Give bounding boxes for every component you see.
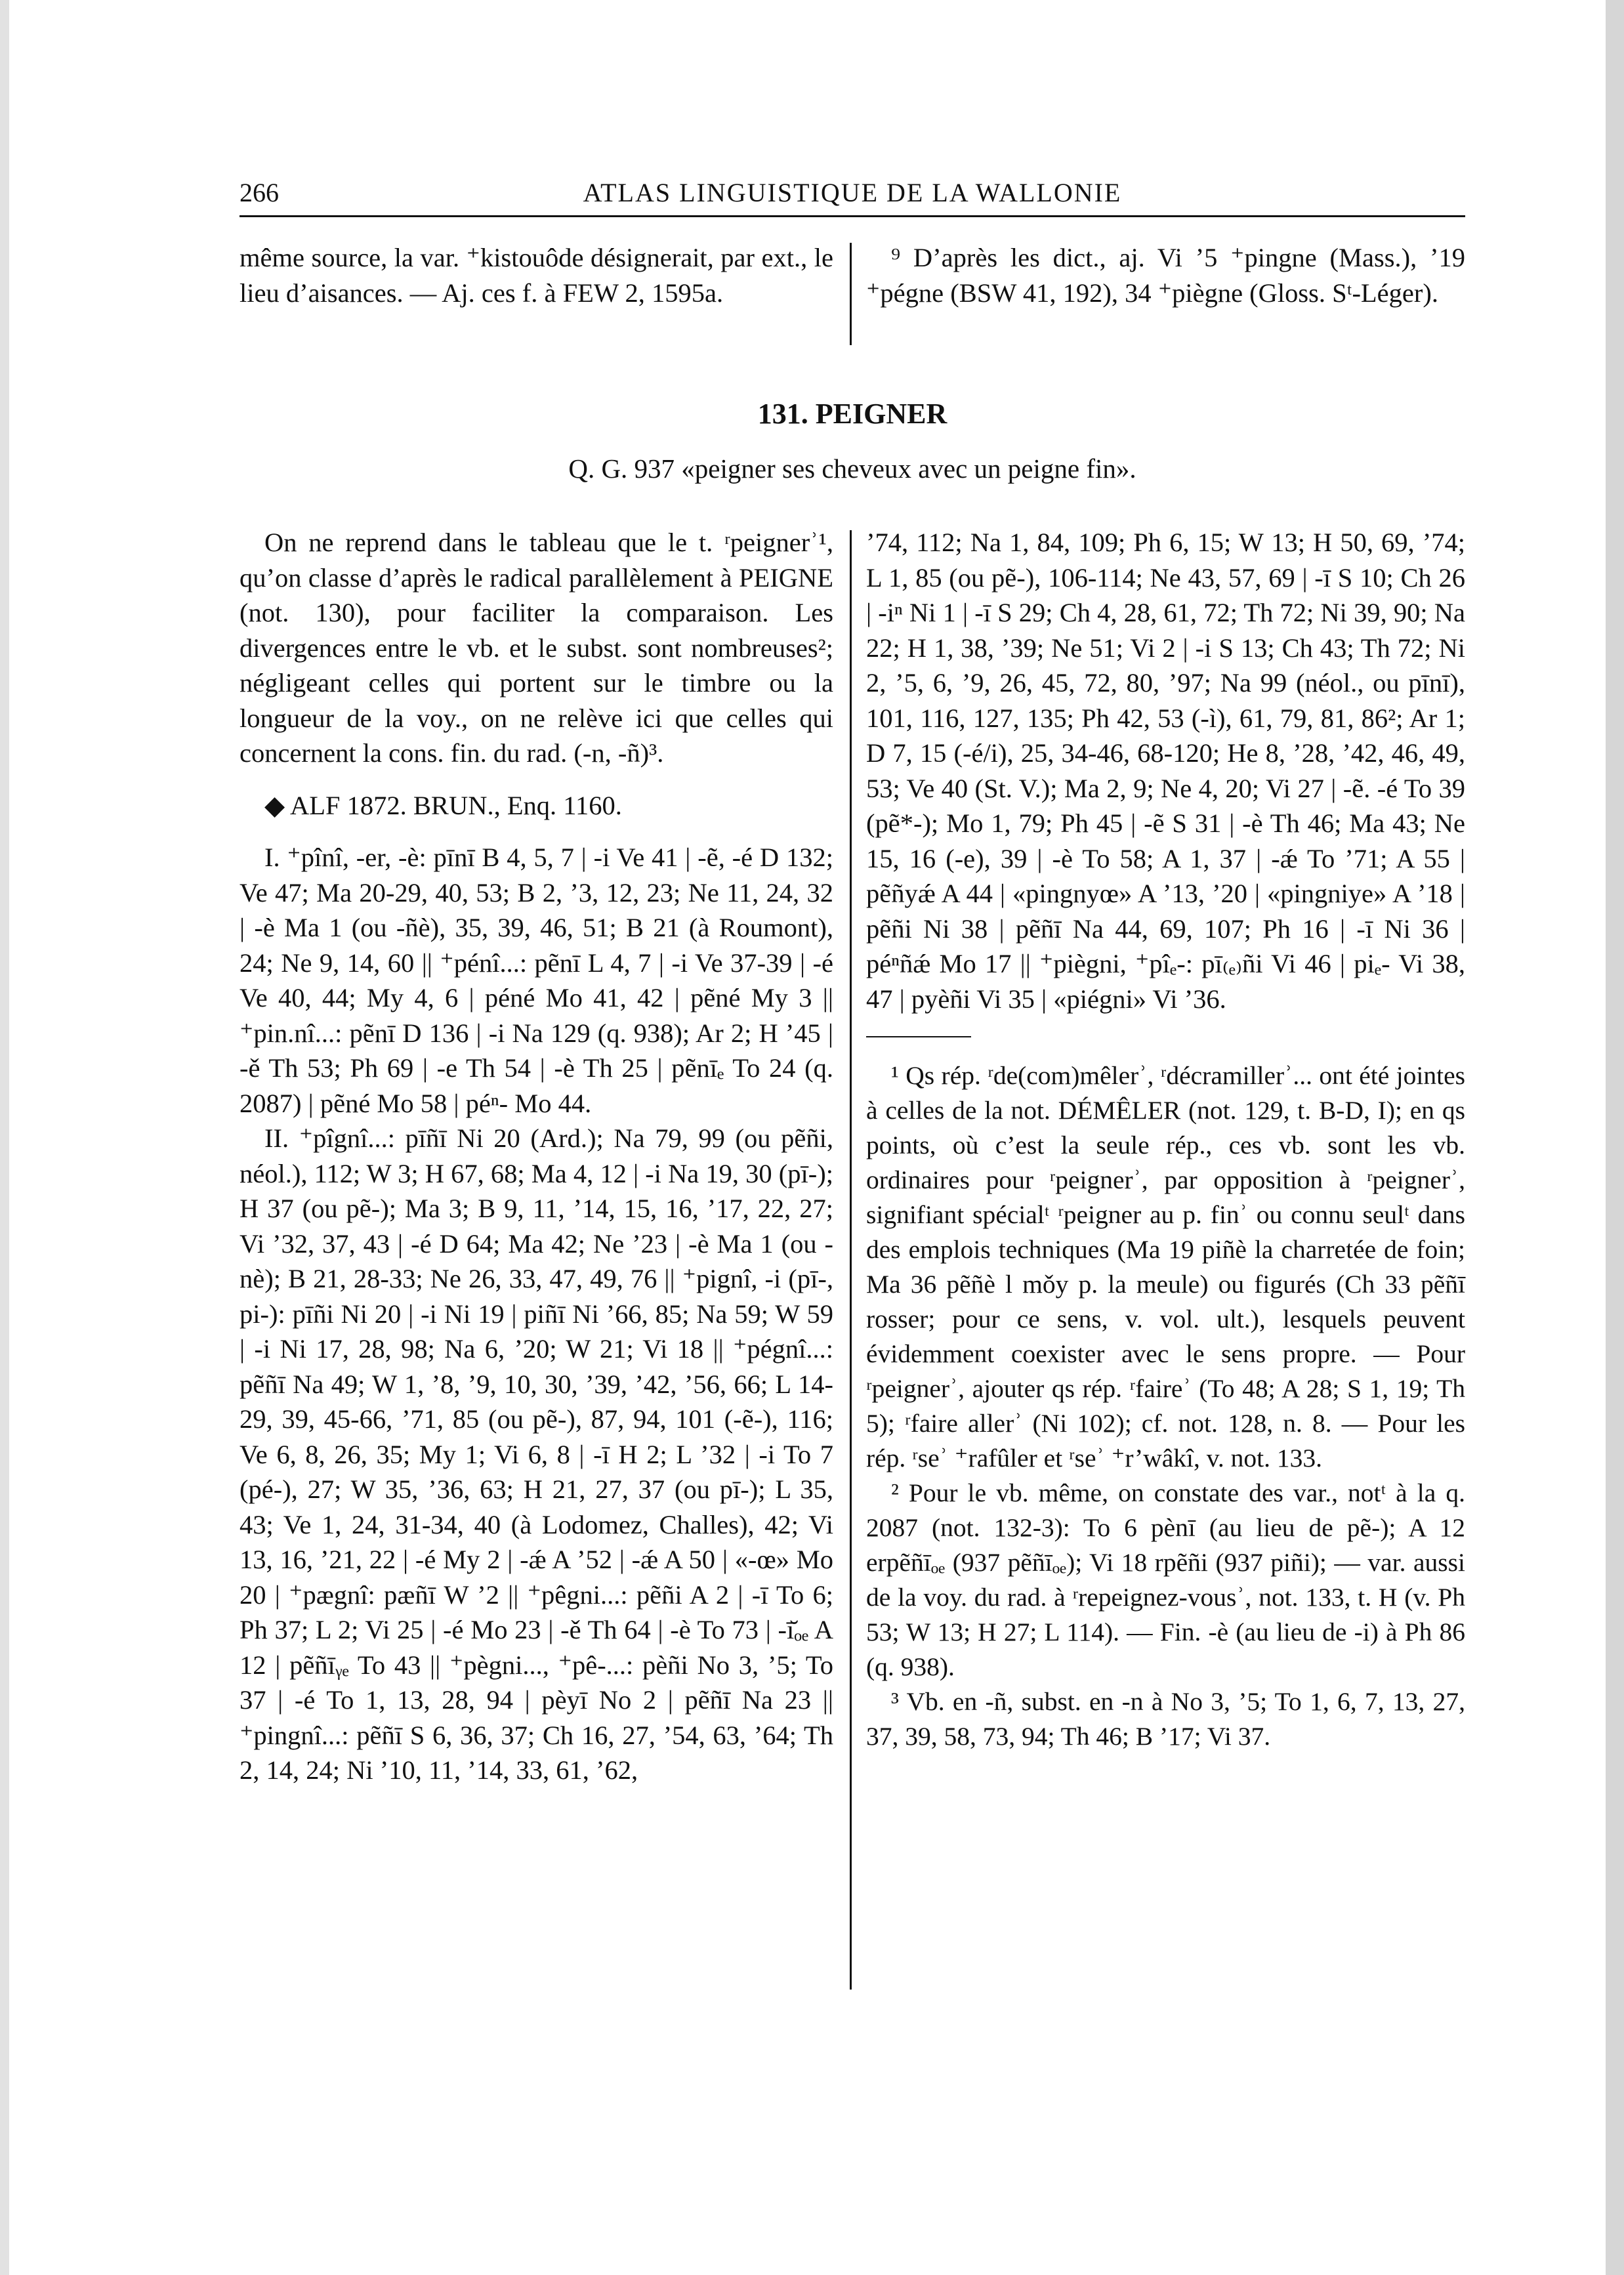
- running-head: [239, 169, 1465, 211]
- page-number: 266: [239, 178, 279, 207]
- footnote-rule: [866, 1036, 971, 1037]
- spacer: [239, 771, 833, 788]
- alf-reference: ◆ ALF 1872. BRUN., Enq. 1160.: [264, 790, 622, 820]
- column-divider-main: [850, 530, 852, 1990]
- main-left-column: [239, 525, 833, 1788]
- section-title: 131. PEIGNER: [757, 398, 947, 430]
- footnotes: [866, 1058, 1465, 1754]
- footnote-1: ¹ Qs rép. ʳde(com)mêlerʾ, ʳdécramillerʾ... ont été jointes à celles de la not. DÉMÊLER (not. 129, t. B-D, I); en qs points, où c’est la seule rép., ces vb. sont les vb. ordinaires pour ʳpeignerʾ, par opposition à ʳpeignerʾ, signifiant spécialᵗ ʳpeigner au p. finʾ ou connu seulᵗ dans des emplois techniques (Ma 19 piñè la charretée de foin; Ma 36 pẽñè l mǒy p. la meule) ou figurés (Ch 33 pẽñī rosser; pour ce sens, v. vol. ult.), lesquels peuvent évidemment coexister avec le sens propre. — Pour ʳpeignerʾ, ajouter qs rép. ʳfaireʾ (To 48; A 28; S 1, 19; Th 5); ʳfaire allerʾ (Ni 102); cf. not. 128, n. 8. — Pour les rép. ʳseʾ ⁺rafûler et ʳseʾ ⁺r’wâkî, v. not. 133.: [866, 1061, 1465, 1472]
- scan-right-edge: [1606, 0, 1624, 2275]
- running-title: ATLAS LINGUISTIQUE DE LA WALLONIE: [583, 178, 1122, 207]
- paragraph-II: II. ⁺pîgnî...: pīñī Ni 20 (Ard.); Na 79, 99 (ou pẽñi, néol.), 112; W 3; H 67, 68; Ma 4, 12 | -i Na 19, 30 (pī-); H 37 (ou pẽ-); Ma 3; B 9, 11, ’14, 15, 16, ’17, 22, 27; Vi ’32, 37, 43 | -é D 64; Ma 42; Ne ’23 | -è Ma 1 (ou -nè); B 21, 28-33; Ne 26, 33, 47, 49, 76 || ⁺pignî, -i (pī-, pi-): pīñi Ni 20 | -i Ni 19 | piñī Ni ’66, 85; Na 59; W 59 | -i Ni 17, 28, 98; Na 6, ’20; W 21; Vi 18 || ⁺pégnî...: pẽñī Na 49; W 1, ’8, ’9, 10, 30, ’39, ’42, ’56, 66; L 14-29, 39, 45-66, ’71, 85 (ou pẽ-), 87, 94, 101 (-ẽ-), 116; Ve 6, 8, 26, 35; My 1; Vi 6, 8 | -ī H 2; L ’32 | -i To 7 (pé-), 27; W 35, ’36, 63; H 21, 27, 37 (ou pī-); L 35, 43; Ve 1, 24, 31-34, 40 (à Lodomez, Challes), 42; Vi 13, 16, ’21, 22 | -é My 2 | -ǽ A ’52 | -ǽ A 50 | «-œ» Mo 20 | ⁺pægnî: pæñī W ’2 || ⁺pêgni...: pẽñi A 2 | -ī To 6; Ph 37; L 2; Vi 25 | -é Mo 23 | -ě Th 64 | -è To 73 | -ī̆ₒₑ A 12 | pẽñīᵧₑ To 43 || ⁺pègni..., ⁺pê-...: pèñi No 3, ’5; To 37 | -é To 1, 13, 28, 94 | pèyī No 2 | pẽñī Na 23 || ⁺pingnî...: pẽñī S 6, 36, 37; Ch 16, 27, ’54, 63, ’64; Th 2, 14, 24; Ni ’10, 11, ’14, 33, 61, ’62,: [239, 1123, 834, 1785]
- footnote-2: ² Pour le vb. même, on constate des var., notᵗ à la q. 2087 (not. 132-3): To 6 pènī (au lieu de pẽ-); A 12 erpẽñīₒₑ (937 pẽñīₒₑ); Vi 18 rpẽñi (937 piñi); — var. aussi de la voy. du rad. à ʳrepeignez-vousʾ, not. 133, t. H (v. Ph 53; W 13; H 27; L 114). — Fin. -è (au lieu de -i) à Ph 86 (q. 938).: [866, 1478, 1465, 1681]
- previous-note-left: [239, 240, 833, 310]
- previous-note-right-text: ⁹ D’après les dict., aj. Vi ’5 ⁺pingne (Mass.), ’19 ⁺pégne (BSW 41, 192), 34 ⁺piègne (Gloss. Sᵗ-Léger).: [866, 243, 1465, 308]
- previous-note-right: [866, 240, 1465, 310]
- section-question: Q. G. 937 «peigner ses cheveux avec un peigne fin».: [568, 453, 1136, 484]
- footnote-3: ³ Vb. en -ñ, subst. en -n à No 3, ’5; To 1, 6, 7, 13, 27, 37, 39, 58, 73, 94; Th 46; B ’17; Vi 37.: [866, 1687, 1465, 1751]
- intro-paragraph: On ne reprend dans le tableau que le t. ʳpeignerʾ¹, qu’on classe d’après le radical parallèlement à PEIGNE (not. 130), pour faciliter la comparaison. Les divergences entre le vb. et le subst. sont nombreuses²; négligeant celles qui portent sur le timbre ou la longueur de la voy., on ne relève ici que celles qui concernent la cons. fin. du rad. (-n, -ñ)³.: [239, 528, 833, 768]
- column-divider-top: [850, 243, 852, 345]
- paragraph-I: I. ⁺pînî, -er, -è: pīnī B 4, 5, 7 | -i Ve 41 | -ẽ, -é D 132; Ve 47; Ma 20-29, 40, 53; B 2, ’3, 12, 23; Ne 11, 24, 32 | -è Ma 1 (ou -ñè), 35, 39, 46, 51; B 21 (à Roumont), 24; Ne 9, 14, 60 || ⁺pénî...: pẽnī L 4, 7 | -i Ve 37-39 | -é Ve 40, 44; My 4, 6 | péné Mo 41, 42 | pẽné My 3 || ⁺pin.nî...: pẽnī D 136 | -i Na 129 (q. 938); Ar 2; H ’45 | -ě Th 53; Ph 69 | -e Th 54 | -è Th 25 | pẽnīₑ To 24 (q. 2087) | pẽné Mo 58 | péⁿ- Mo 44.: [239, 843, 833, 1118]
- spacer: [239, 823, 833, 840]
- main-right-column: [866, 525, 1465, 1754]
- paragraph-continuation: ’74, 112; Na 1, 84, 109; Ph 6, 15; W 13; H 50, 69, ’74; L 1, 85 (ou pẽ-), 106-114; Ne 43, 57, 69 | -ī S 10; Ch 26 | -iⁿ Ni 1 | -ī S 29; Ch 4, 28, 61, 72; Th 72; Ni 39, 90; Na 22; H 1, 38, ’39; Ne 51; Vi 2 | -i S 13; Ch 43; Th 72; Ni 2, ’5, 6, ’9, 26, 45, 72, 80, ’97; Na 99 (néol., ou pīnī), 101, 116, 127, 135; Ph 42, 53 (-ì), 61, 79, 81, 86²; Ar 1; D 7, 15 (-é/i), 25, 34-46, 68-120; He 8, ’28, ’42, 46, 49, 53; Ve 40 (St. V.); Ma 2, 9; Ne 4, 20; Vi 27 | -ẽ. -é To 39 (pẽ*-); Mo 1, 79; Ph 45 | -ẽ S 31 | -è Th 46; Ma 43; Ne 15, 16 (-e), 39 | -è To 58; A 1, 37 | -ǽ To ’71; A 55 | pẽñyǽ A 44 | «pingnyœ» A ’13, ’20 | «pingniye» A ’18 | pẽñi Ni 38 | pẽñī Na 44, 69, 107; Ph 16 | -ī Ni 36 | péⁿñǽ Mo 17 || ⁺piègni, ⁺pîₑ-: pī₍ₑ₎ñi Vi 46 | piₑ- Vi 38, 47 | pyèñi Vi 35 | «piégni» Vi ’36.: [866, 528, 1465, 1014]
- previous-note-left-text: même source, la var. ⁺kistouôde désignerait, par ext., le lieu d’aisances. — Aj. ces f. à FEW 2, 1595a.: [239, 243, 833, 308]
- scan-left-edge: [0, 0, 9, 2275]
- header-rule: [239, 215, 1465, 217]
